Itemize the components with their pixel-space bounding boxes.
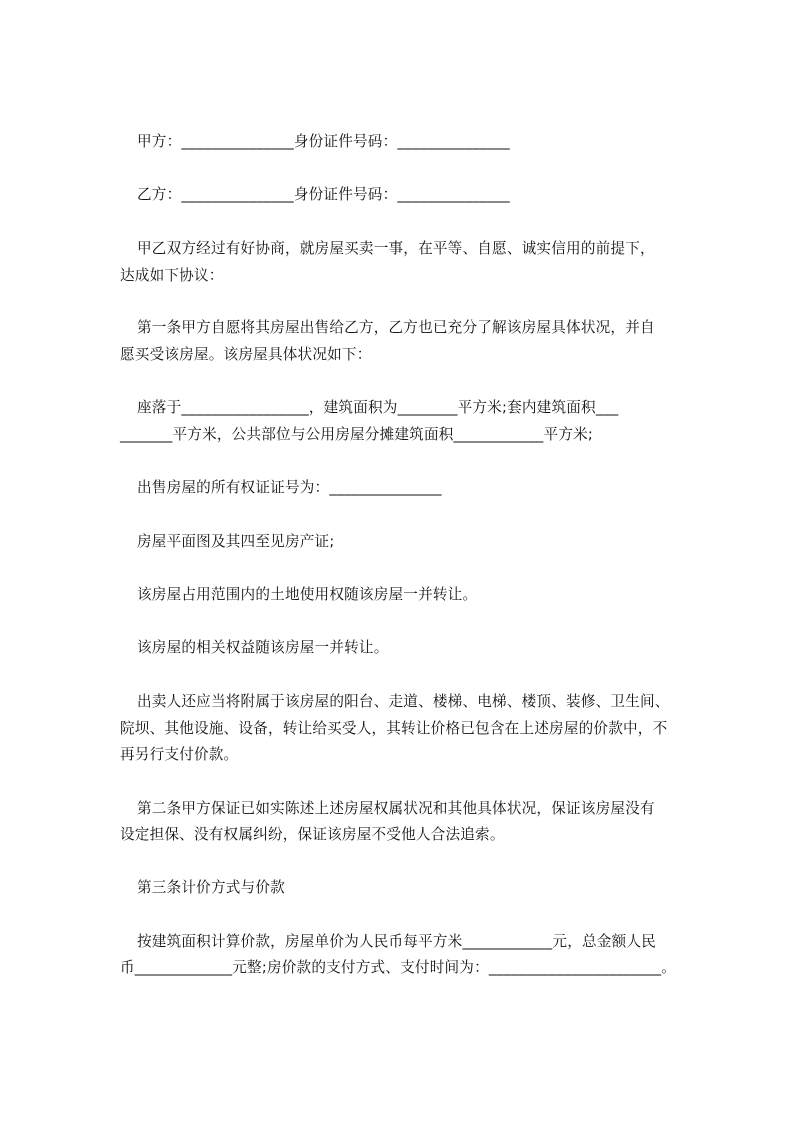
floor-plan-line: 房屋平面图及其四至见房产证;: [137, 533, 335, 550]
location-line-2: _______平方米，公共部位与公用房屋分摊建筑面积____________平方米;: [120, 426, 594, 443]
seller-attachments-line-2: 院坝、其他设施、设备，转让给买受人，其转让价格已包含在上述房屋的价款中，不: [120, 720, 668, 737]
preamble-line-2: 达成如下协议：: [120, 267, 224, 284]
location-line-1: 座落于_________________，建筑面积为________平方米;套内建筑面积___: [137, 399, 619, 416]
certificate-number-line: 出售房屋的所有权证证号为：_______________: [137, 479, 442, 496]
price-line-1: 按建筑面积计算价款，房屋单价为人民币每平方米____________元，总金额人民: [137, 933, 656, 950]
party-b-line: 乙方：_______________身份证件号码：_______________: [137, 186, 510, 203]
article-2-line-1: 第二条甲方保证已如实陈述上述房屋权属状况和其他具体状况，保证该房屋没有: [137, 800, 655, 817]
preamble-line-1: 甲乙双方经过有好协商，就房屋买卖一事，在平等、自愿、诚实信用的前提下，: [137, 240, 655, 257]
related-rights-line: 该房屋的相关权益随该房屋一并转让。: [137, 639, 389, 656]
party-a-line: 甲方：_______________身份证件号码：_______________: [137, 133, 510, 150]
price-line-2: 币_____________元整;房价款的支付方式、支付时间为：_______________________。: [120, 959, 677, 976]
article-1-line-1: 第一条甲方自愿将其房屋出售给乙方，乙方也已充分了解该房屋具体状况，并自: [137, 319, 655, 336]
article-2-line-2: 设定担保、没有权属纠纷，保证该房屋不受他人合法追索。: [120, 826, 505, 843]
article-3-heading: 第三条计价方式与价款: [137, 879, 285, 896]
land-use-right-line: 该房屋占用范围内的土地使用权随该房屋一并转让。: [137, 586, 478, 603]
seller-attachments-line-1: 出卖人还应当将附属于该房屋的阳台、走道、楼梯、电梯、楼顶、装修、卫生间、: [137, 693, 670, 710]
seller-attachments-line-3: 再另行支付价款。: [120, 746, 239, 763]
article-1-line-2: 愿买受该房屋。该房屋具体状况如下：: [120, 346, 372, 363]
